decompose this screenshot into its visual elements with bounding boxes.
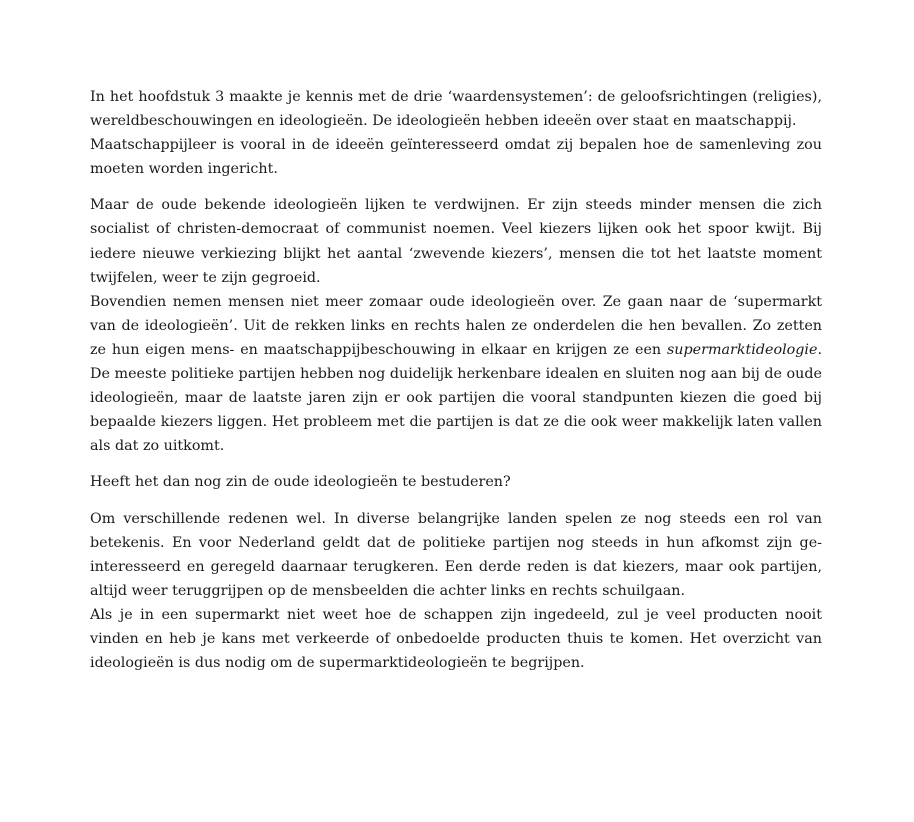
paragraph-question: Heeft het dan nog zin de oude ideologieën te bestuderen? <box>90 474 511 491</box>
paragraph-oude-ideologieen: Maar de oude bekende ideologieën lijken te verdwijnen. Er zijn steeds minder mensen die zich socialist of christen-democraat of communist noemen. Veel kiezers lijken ook het spoor kwijt. Bij iedere nieuwe verkiezing blijkt het aantal ‘zwevende kiezers’, mensen die tot het laatste moment twijfelen, weer te zijn gegroeid. <box>90 197 822 286</box>
paragraph-supermarkt-text-2: De meeste politieke partijen hebben nog duidelijk herkenbare idealen en sluiten nog aan bij de oude ideologieën, maar de laatste jaren zijn er ook partijen die vooral standpunten kiezen die goed bij bepaalde kiezers liggen. Het probleem met die partijen is dat ze die ook weer makkelijk laten vallen als dat zo uitkomt. <box>90 366 822 455</box>
paragraph-conclusie: Als je in een supermarkt niet weet hoe de schappen zijn ingedeeld, zul je veel producten nooit vinden en heb je kans met verkeerde of onbedoelde producten thuis te komen. Het overzicht van ideologieën is dus nodig om de supermarktideologieën te begrijpen. <box>90 606 822 672</box>
document-body <box>90 85 822 675</box>
paragraph-intro: In het hoofdstuk 3 maakte je kennis met de drie ‘waardensystemen’: de geloofsrichtingen (religies), wereldbeschouwingen en ideologieën. De ideologieën hebben ideeën over staat en maatschappij. <box>90 89 822 130</box>
paragraph-supermarkt-text-1: Bovendien nemen mensen niet meer zomaar oude ideologieën over. Ze gaan naar de ‘supermarkt van de ideologieën’. Uit de rekken links en rechts halen ze onderdelen die hen bevallen. Zo zetten ze hun eigen mens- en maatschappijbeschouwing in elkaar en krijgen ze een <box>90 293 822 358</box>
paragraph-supermarkt <box>90 290 822 459</box>
term-supermarktideologie: supermarktideologie. <box>666 341 822 358</box>
paragraph-redenen: Om verschillende redenen wel. In diverse belangrijke landen spelen ze nog steeds een rol van betekenis. En voor Nederland geldt dat de politieke partijen nog steeds in hun afkomst zijn geinteresseerd en geregeld daarnaar terugkeren. Een derde reden is dat kiezers, maar ook partijen, altijd weer teruggrijpen op de mensbeelden die achter links en rechts schuilgaan. <box>90 510 822 599</box>
paragraph-maatschappijleer: Maatschappijleer is vooral in de ideeën geïnteresseerd omdat zij bepalen hoe de samenleving zou moeten worden ingericht. <box>90 137 822 178</box>
